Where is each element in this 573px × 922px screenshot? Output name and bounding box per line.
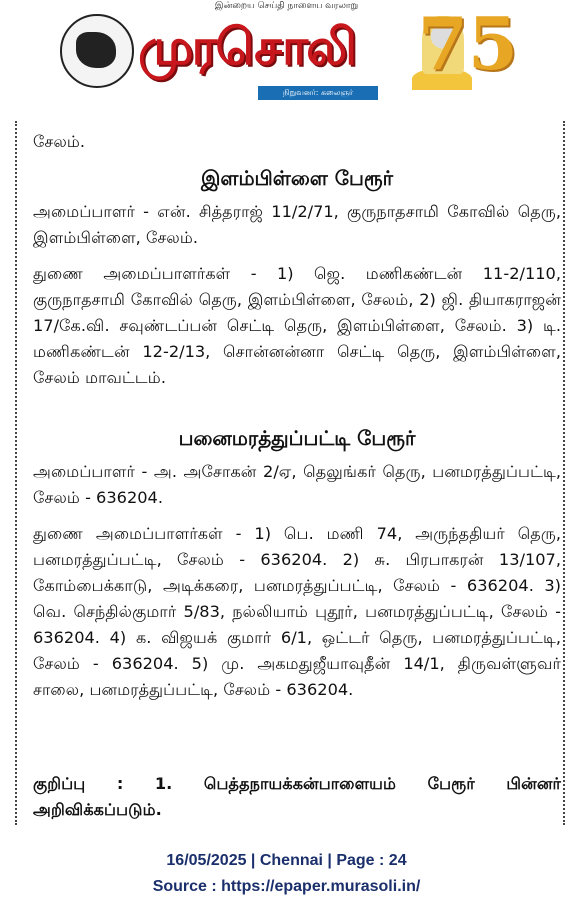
deputy-organizers-paragraph: துணை அமைப்பாளர்கள் - 1) ஜெ. மணிகண்டன் 11-2/110, குருநாதசாமி கோவில் தெரு, இளம்பிள்ளை, சேலம், 2) ஜி. தியாகராஜன் 17/கே.வி. சவுண்டப்பன் செட்டி தெரு, இளம்பிள்ளை, சேலம். 3) டி. மணிகண்டன் 12-2/13, சொன்னன்னா செட்டி தெரு, இளம்பிள்ளை, சேலம் மாவட்டம்.	[33, 264, 561, 387]
lead-line: சேலம்.	[33, 132, 86, 151]
party-emblem-icon	[60, 14, 134, 88]
deputy-organizers-paragraph: துணை அமைப்பாளர்கள் - 1) பெ. மணி 74, அருந்ததியர் தெரு, பனமரத்துப்பட்டி, சேலம் - 636204. 2) சு. பிரபாகரன் 13/107, கோம்பைக்காடு, அடிக்கரை, பனமரத்துப்பட்டி, சேலம் - 636204. 3) வெ. செந்தில்குமார் 5/83, நல்லியாம் புதூர், பனமரத்துப்பட்டி, சேலம் - 636204. 4) க. விஜயக் குமார் 6/1, ஒட்டர் தெரு, பனமரத்துப்பட்டி, சேலம் - 636204. 5) மு. அகமதுஜீயாவுதீன் 14/1, திருவள்ளுவர் சாலை, பனமரத்துப்பட்டி, சேலம் - 636204.	[33, 524, 561, 699]
organizer-paragraph: அமைப்பாளர் - அ. அசோகன் 2/ஏ, தெலுங்கர் தெரு, பனமரத்துப்பட்டி, சேலம் - 636204.	[33, 462, 561, 507]
newspaper-logo: முரசொலி	[138, 18, 355, 76]
masthead	[0, 0, 573, 112]
section-heading: இளம்பிள்ளை பேரூர்	[200, 166, 394, 190]
section-heading: பனைமரத்துப்பட்டி பேரூர்	[178, 426, 416, 450]
tagline: இன்றைய செய்தி நாளைய வரலாறு	[214, 1, 359, 11]
date-city-page: 16/05/2025 | Chennai | Page : 24	[166, 852, 407, 869]
organizer-paragraph: அமைப்பாளர் - என். சித்தராஜ் 11/2/71, குருநாதசாமி கோவில் தெரு, இளம்பிள்ளை, சேலம்.	[33, 202, 561, 247]
emblem-figure	[76, 32, 116, 68]
article-clipping	[15, 121, 565, 825]
source-footer	[0, 848, 573, 900]
anniversary-badge	[408, 1, 518, 94]
anniversary-number: 75	[417, 1, 518, 86]
source-url: Source : https://epaper.murasoli.in/	[152, 878, 421, 895]
founder-line: நிறுவனர்: கலைஞர் மு.கருணாநிதி	[258, 86, 378, 100]
note-paragraph: குறிப்பு : 1. பெத்தநாயக்கன்பாளையம் பேரூர் பின்னர் அறிவிக்கப்படும்.	[33, 774, 561, 819]
